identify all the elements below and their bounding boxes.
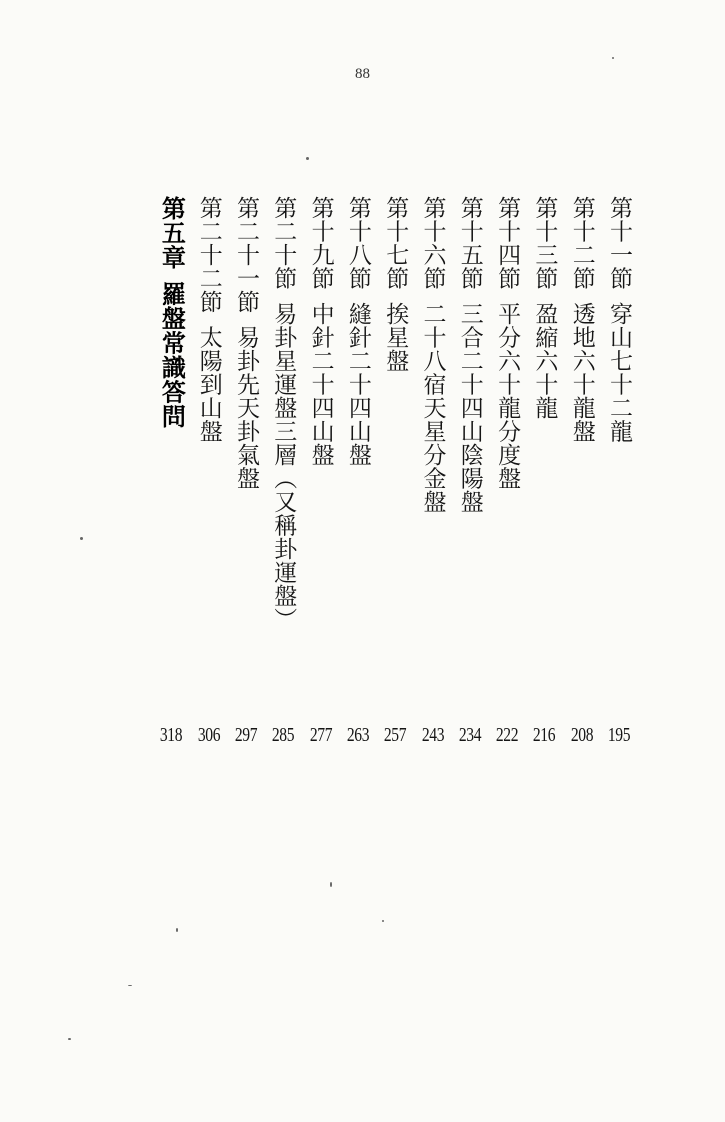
entry-section: 第五章 bbox=[157, 196, 187, 270]
entry-section: 第十九節 bbox=[307, 196, 334, 290]
page-number: 88 bbox=[355, 66, 370, 82]
entry-page-number: 234 bbox=[458, 724, 481, 746]
entry-title: 盈縮六十龍 bbox=[531, 302, 558, 420]
entry-page-number: 277 bbox=[309, 724, 332, 746]
entry-title: 中針二十四山盤 bbox=[307, 302, 334, 467]
section-entry bbox=[529, 196, 559, 420]
entry-title: 羅盤常識答問 bbox=[157, 281, 187, 429]
entry-section: 第二十一節 bbox=[233, 196, 259, 314]
section-entry bbox=[492, 196, 522, 490]
entry-section: 第十四節 bbox=[494, 196, 521, 290]
entry-title: 穿山七十二龍 bbox=[606, 302, 632, 443]
section-entry bbox=[268, 196, 298, 631]
section-entry bbox=[194, 196, 224, 443]
entry-page-number: 208 bbox=[570, 724, 593, 746]
entry-page-number: 285 bbox=[272, 724, 295, 746]
entry-title: 平分六十龍分度盤 bbox=[494, 302, 521, 490]
entry-page-number: 222 bbox=[495, 724, 519, 746]
section-entry bbox=[455, 196, 485, 514]
entry-page-number: 243 bbox=[421, 724, 444, 746]
entry-title: 透地六十龍盤 bbox=[568, 302, 595, 443]
entry-section: 第十三節 bbox=[531, 196, 558, 290]
entry-page-number: 195 bbox=[607, 724, 631, 746]
entry-page-number: 216 bbox=[533, 724, 556, 746]
entry-title: 太陽到山盤 bbox=[195, 325, 222, 443]
entry-page-number: 306 bbox=[197, 724, 220, 746]
entry-page-number: 257 bbox=[384, 724, 407, 746]
entry-section: 第十八節 bbox=[344, 196, 371, 290]
entry-section: 第十七節 bbox=[382, 196, 409, 290]
entry-page-number: 263 bbox=[346, 724, 370, 746]
entry-page-number: 318 bbox=[160, 724, 183, 746]
entry-section: 第十二節 bbox=[568, 196, 595, 290]
entry-section: 第二十節 bbox=[270, 196, 297, 290]
chapter-entry bbox=[156, 196, 186, 429]
entry-section: 第十五節 bbox=[456, 196, 483, 290]
section-entry bbox=[343, 196, 373, 467]
entry-title: 三合二十四山陰陽盤 bbox=[456, 302, 483, 514]
entry-title: 易卦先天卦氣盤 bbox=[233, 325, 259, 490]
section-entry bbox=[567, 196, 597, 443]
entry-title: 挨星盤 bbox=[382, 302, 409, 373]
section-entry bbox=[380, 196, 410, 373]
section-entry bbox=[604, 196, 634, 443]
entry-title: 易卦星運盤三層（又稱卦運盤） bbox=[270, 302, 297, 631]
section-entry bbox=[306, 196, 336, 467]
entry-section: 第二十二節 bbox=[195, 196, 222, 314]
section-entry bbox=[418, 196, 448, 514]
entry-section: 第十六節 bbox=[419, 196, 446, 290]
entry-title: 二十八宿天星分金盤 bbox=[419, 302, 446, 514]
entry-section: 第十一節 bbox=[606, 196, 632, 290]
entry-title: 縫針二十四山盤 bbox=[344, 302, 371, 467]
entry-page-number: 297 bbox=[234, 724, 258, 746]
section-entry bbox=[231, 196, 261, 490]
